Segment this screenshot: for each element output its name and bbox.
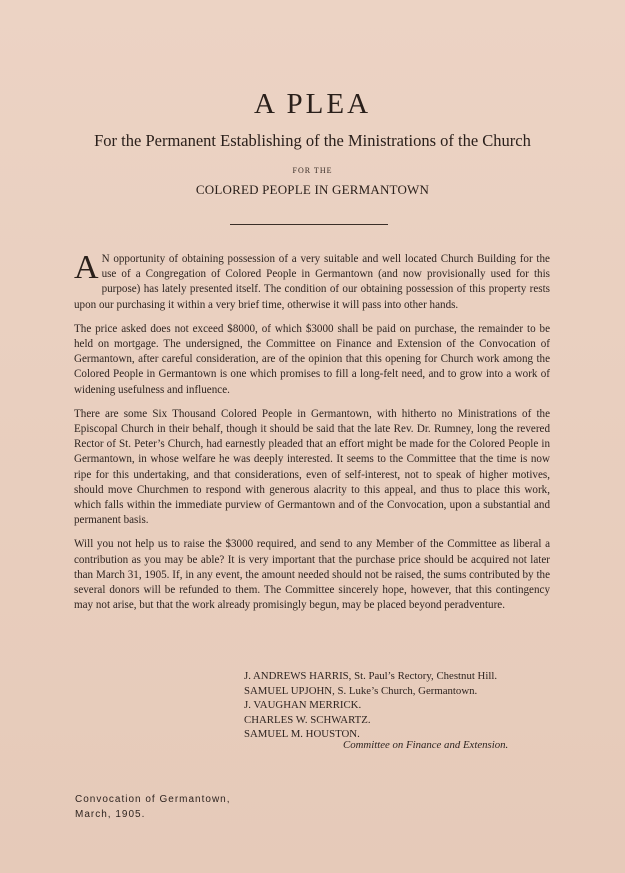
paragraph-1-text: N opportunity of obtaining possession of a very suitable and well located Church Building for the use of a Congregation of Colored People in Germantown (and now provisionally used for this purpose) has lately presented itself. The condition of our obtaining possession of this property rests upon our purchasing it within a very brief time, otherwise it will pass into other hands.: [74, 253, 550, 311]
committee-name: Committee on Finance and Extension.: [343, 739, 509, 751]
document-title: A PLEA: [253, 88, 372, 120]
for-the-label: FOR THE: [292, 166, 333, 175]
signer: J. ANDREWS HARRIS, St. Paul’s Rectory, Chestnut Hill.: [244, 670, 498, 682]
paragraph-4: Will you not help us to raise the $3000 required, and send to any Member of the Committee as liberal a contribution as you may be able? It is very important that the purchase price should be acquired not later than March 31, 1905. If, in any event, the amount needed should not be raised, the sums contributed by the several donors will be refunded to them. The Committee sincerely hope, however, that this contingency may not arise, but that the work already promisingly begun, may be placed beyond peradventure.: [74, 538, 550, 612]
signer: CHARLES W. SCHWARTZ.: [244, 713, 371, 726]
signer: SAMUEL M. HOUSTON.: [244, 728, 360, 741]
signer: SAMUEL UPJOHN, S. Luke’s Church, Germantown.: [244, 684, 478, 697]
footer-convocation: Convocation of Germantown,: [75, 794, 231, 805]
signer: J. VAUGHAN MERRICK.: [244, 699, 362, 712]
paragraph-1: [74, 249, 550, 313]
footer-date: March, 1905.: [75, 808, 146, 820]
document-subtitle: For the Permanent Establishing of the Ministrations of the Church: [94, 131, 531, 150]
paragraph-3: There are some Six Thousand Colored People in Germantown, with hitherto no Ministrations of the Episcopal Church in their behalf, though it should be said that the late Rev. Dr. Rumney, long the revered Rector of St. Peter’s Church, had earnestly pleaded that an effort might be made for the Colored People in Germantown, in whose welfare he was deeply interested. It seems to the Committee that the time is now ripe for this undertaking, and that considerations, even of self-interest, not to speak of higher motives, should move Churchmen to respond with generous alacrity to this appeal, and thus to place this work, which falls within the immediate purview of Germantown and of the Convocation, upon a substantial and permanent basis.: [74, 407, 550, 527]
paragraph-2: The price asked does not exceed $8000, of which $3000 shall be paid on purchase, the remainder to be held on mortgage. The undersigned, the Committee on Finance and Extension of the Convocation of Germantown, after careful consideration, are of the opinion that this opening for Church work among the Colored People in Germantown is one which promises to fill a long-felt need, and to grow into a work of widening usefulness and influence.: [74, 322, 550, 396]
body-text: [74, 249, 550, 622]
drop-cap: A: [74, 249, 99, 286]
signers-list: [244, 669, 564, 742]
divider-rule: [230, 224, 388, 225]
document-subject: COLORED PEOPLE IN GERMANTOWN: [195, 182, 430, 197]
footer: [75, 793, 231, 822]
